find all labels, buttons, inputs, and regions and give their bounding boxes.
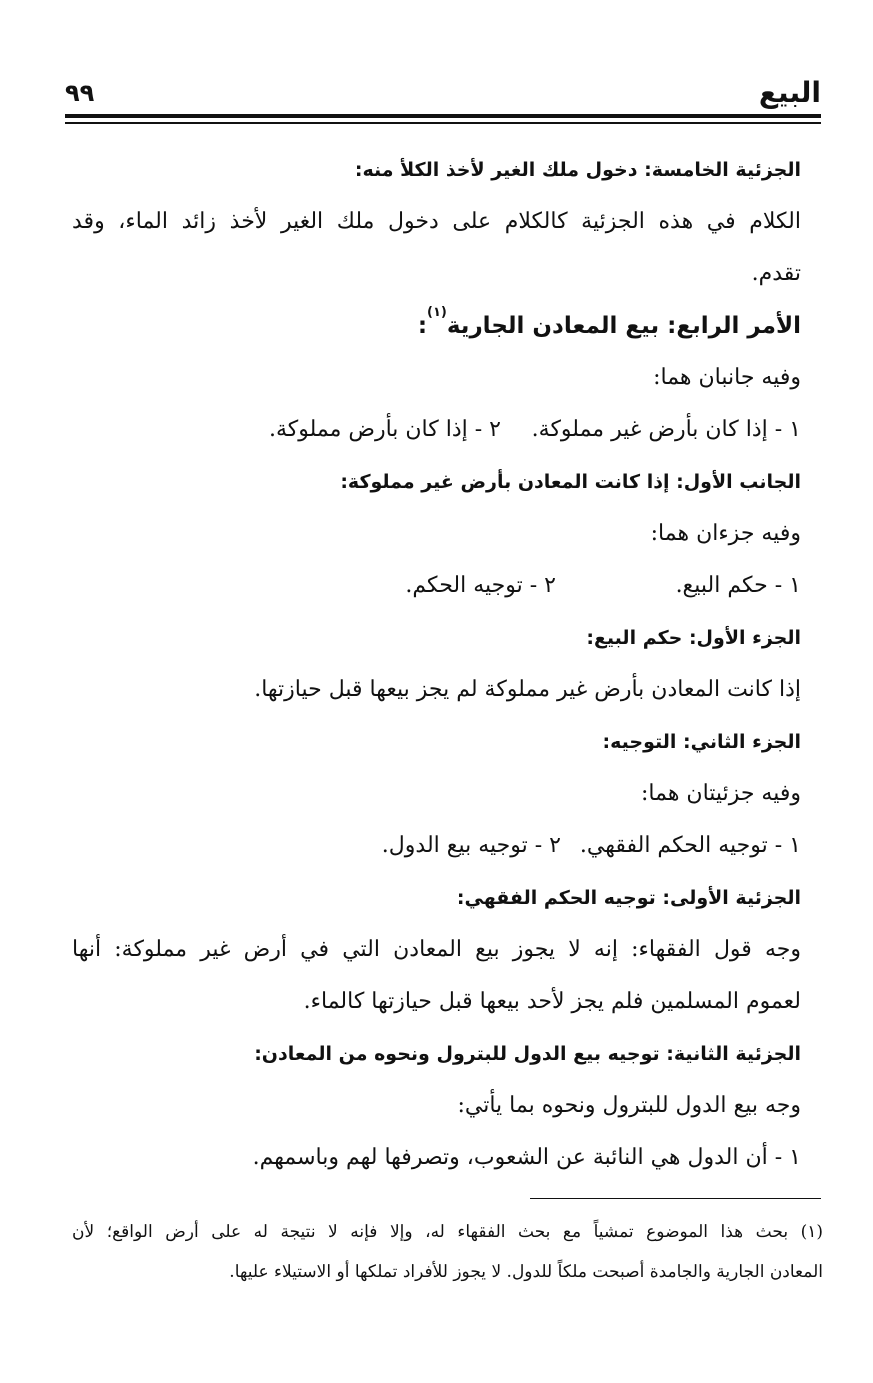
header-rule-thin — [65, 122, 821, 124]
list-item: ٢ - إذا كان بأرض مملوكة. — [268, 417, 501, 442]
footnote — [72, 1212, 823, 1292]
page-number: ٩٩ — [65, 79, 95, 107]
heading-colon: : — [417, 313, 428, 339]
subheading-second-sub-part: الجزئية الثانية: توجيه بيع الدول للبترول ونحوه من المعادن: — [254, 1043, 801, 1065]
heading-fourth-matter — [72, 303, 801, 355]
paragraph-line: وجه قول الفقهاء: إنه لا يجوز بيع المعادن التي في أرض غير مملوكة: أنها — [72, 937, 801, 962]
page-body — [72, 147, 801, 1187]
paragraph-line: تقدم. — [751, 261, 801, 286]
paragraph-line: وفيه جانبان هما: — [653, 365, 801, 390]
subheading-fifth-part: الجزئية الخامسة: دخول ملك الغير لأخذ الكلأ منه: — [354, 159, 801, 181]
subheading-second-part: الجزء الثاني: التوجيه: — [602, 731, 801, 753]
paragraph-line: إذا كانت المعادن بأرض غير مملوكة لم يجز بيعها قبل حيازتها. — [254, 677, 801, 702]
list-item: ١ - إذا كان بأرض غير مملوكة. — [531, 417, 801, 442]
list-item: ٢ - توجيه بيع الدول. — [381, 833, 561, 858]
running-title: البيع — [758, 76, 821, 109]
enumeration-row — [72, 407, 801, 459]
enumeration-row — [72, 823, 801, 875]
page-header — [65, 64, 821, 120]
footnote-separator — [530, 1198, 821, 1199]
paragraph-line: وجه بيع الدول للبترول ونحوه بما يأتي: — [457, 1093, 801, 1118]
subheading-first-sub-part: الجزئية الأولى: توجيه الحكم الفقهي: — [456, 887, 801, 909]
subheading-first-side: الجانب الأول: إذا كانت المعادن بأرض غير مملوكة: — [340, 471, 801, 493]
header-rule-thick — [65, 114, 821, 118]
footnote-line: المعادن الجارية والجامدة أصبحت ملكاً للدول. لا يجوز للأفراد تملكها أو الاستيلاء عليها. — [229, 1262, 823, 1282]
paragraph-line: الكلام في هذه الجزئية كالكلام على دخول ملك الغير لأخذ زائد الماء، وقد — [72, 209, 801, 234]
heading-text: الأمر الرابع: بيع المعادن الجارية — [446, 313, 801, 339]
enumeration-row — [72, 563, 801, 615]
list-item: ٢ - توجيه الحكم. — [405, 573, 556, 598]
list-item: ١ - توجيه الحكم الفقهي. — [579, 833, 801, 858]
paragraph-line: وفيه جزئيتان هما: — [641, 781, 801, 806]
subheading-first-part: الجزء الأول: حكم البيع: — [586, 627, 801, 649]
paragraph-line: وفيه جزءان هما: — [650, 521, 801, 546]
list-item: ١ - أن الدول هي النائبة عن الشعوب، وتصرفها لهم وباسمهم. — [252, 1145, 801, 1170]
list-item: ١ - حكم البيع. — [675, 573, 801, 598]
paragraph-line: لعموم المسلمين فلم يجز لأحد بيعها قبل حيازتها كالماء. — [303, 989, 801, 1014]
footnote-ref: (١) — [427, 305, 447, 320]
footnote-line: (١) بحث هذا الموضوع تمشياً مع بحث الفقهاء له، وإلا فإنه لا نتيجة له على أرض الواقع؛ لأن — [72, 1222, 823, 1242]
